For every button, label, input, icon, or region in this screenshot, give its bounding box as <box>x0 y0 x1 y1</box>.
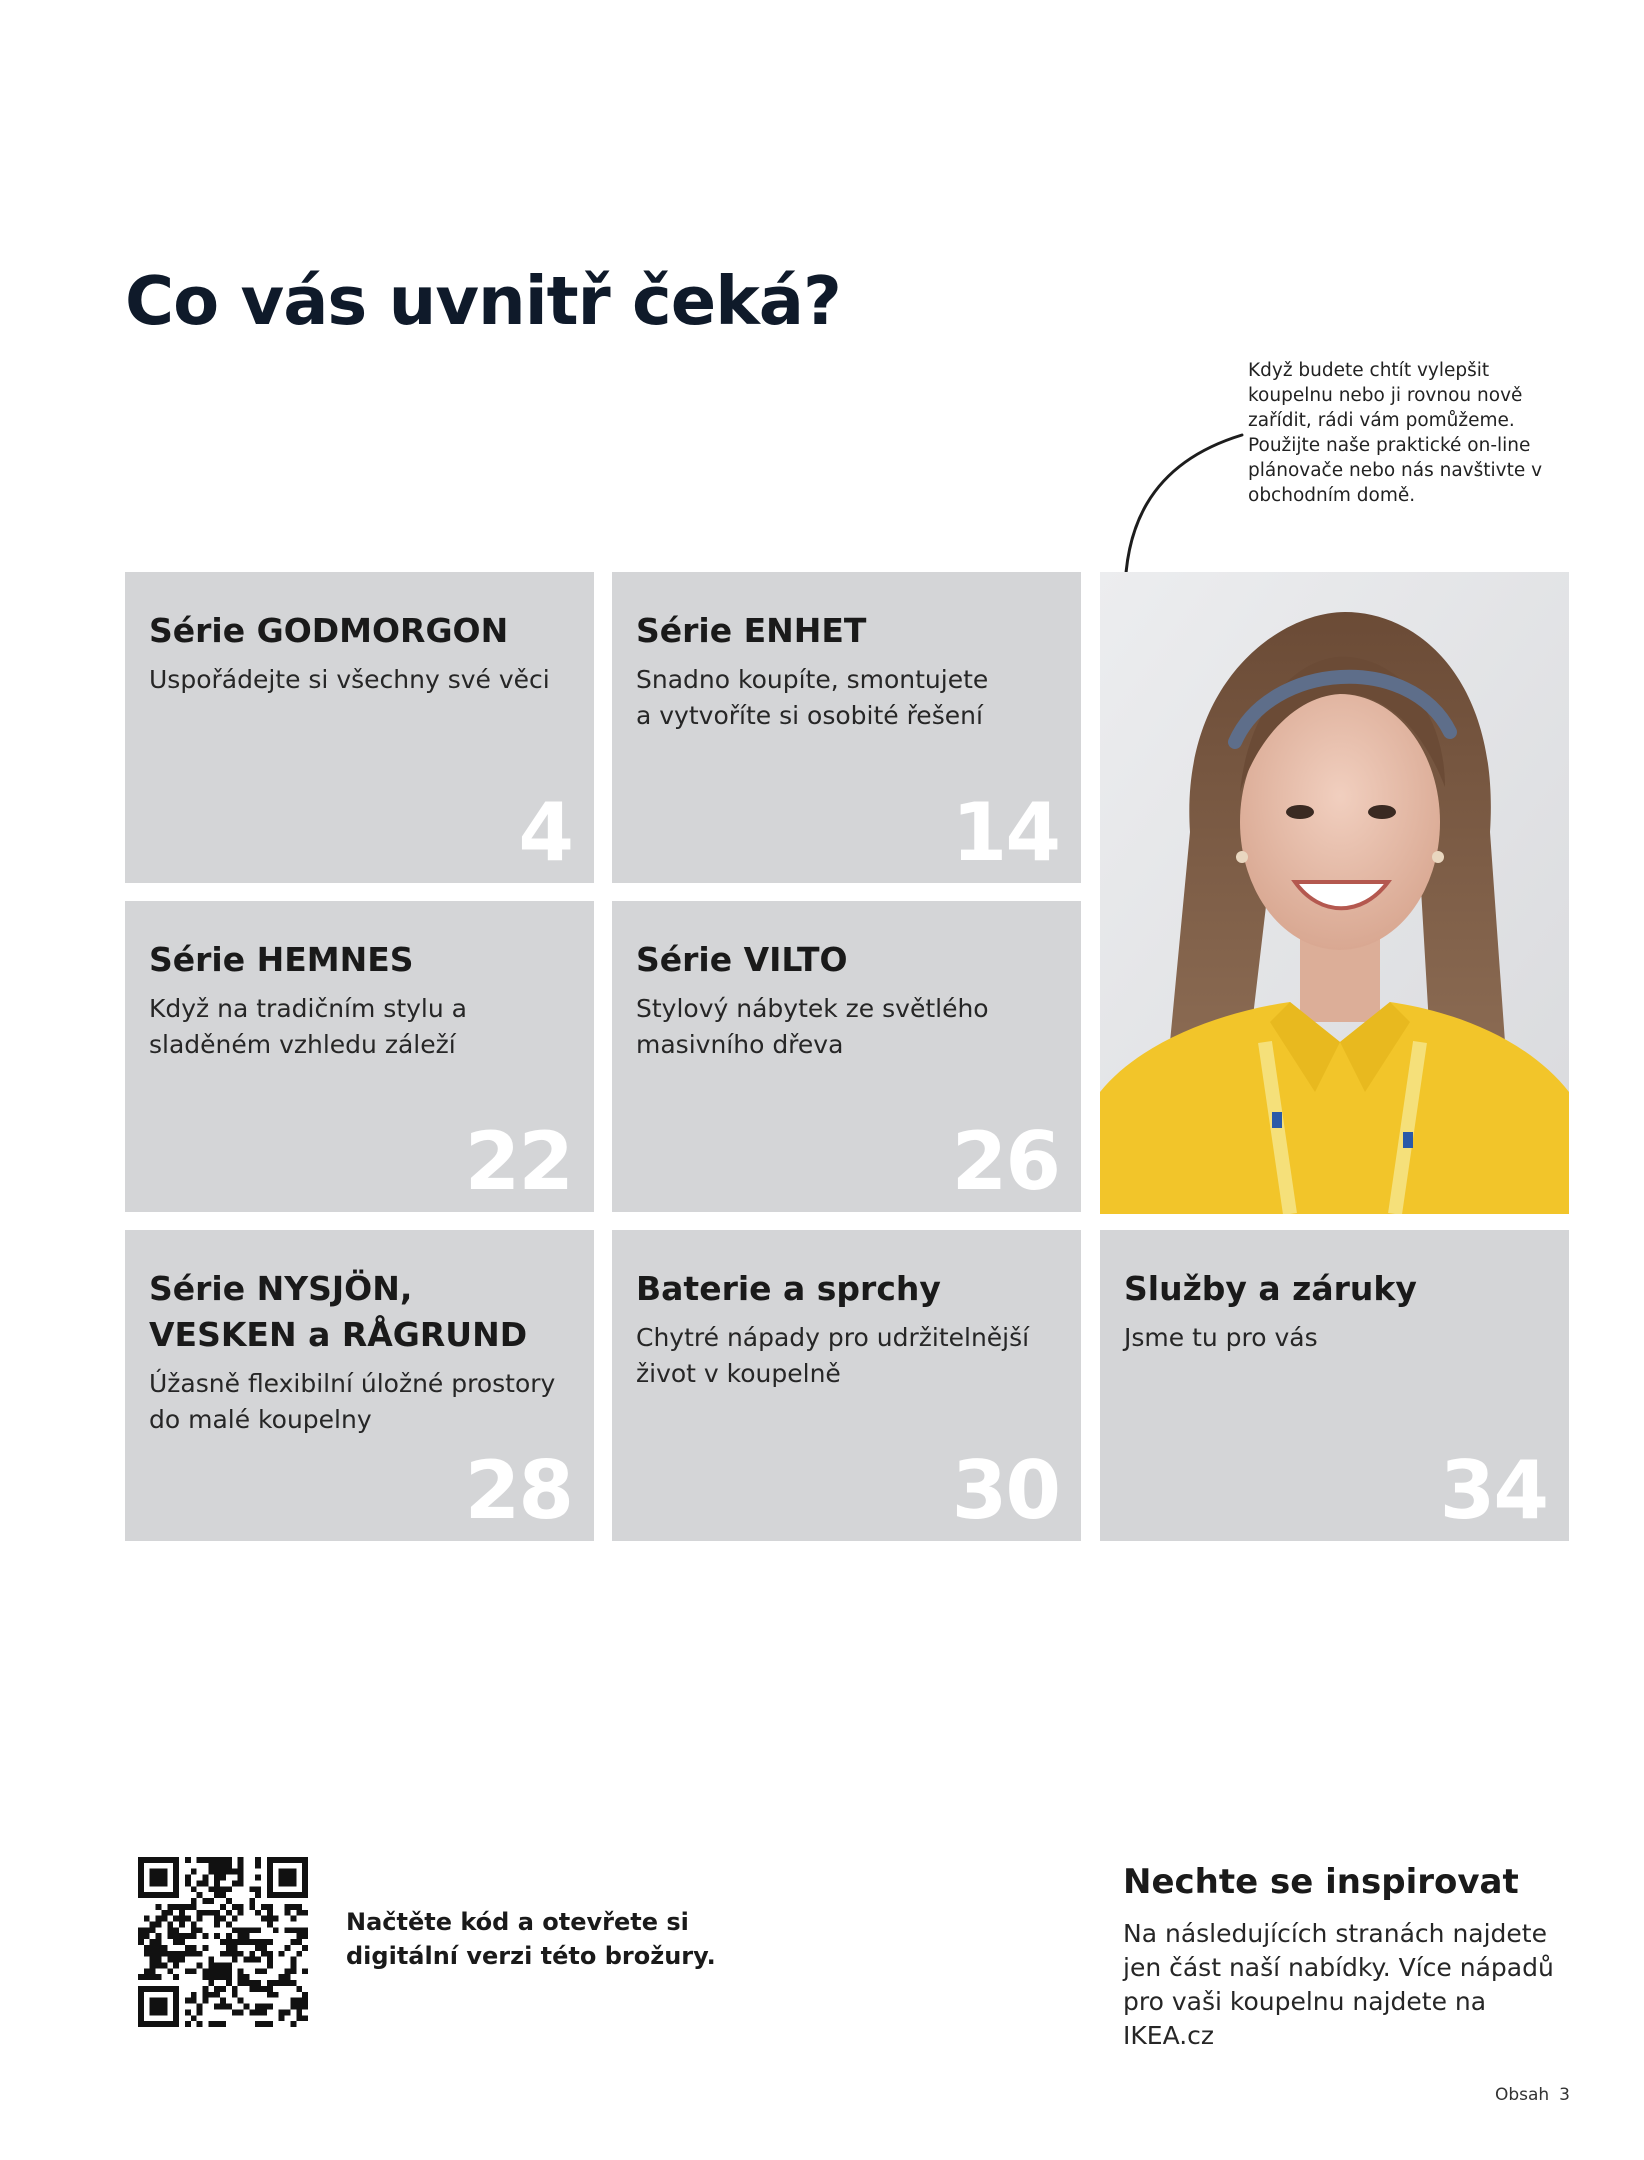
tile-baterie-sprchy[interactable] <box>612 1230 1081 1541</box>
page-title: Co vás uvnitř čeká? <box>125 262 841 340</box>
tile-title: Série VILTO <box>636 940 848 979</box>
page-number: 3 <box>1559 2085 1570 2105</box>
help-note: Když budete chtít vylepšit koupelnu nebo ji rovnou nově zařídit, rádi vám pomůžeme. Použijte naše praktické on-line plánovače nebo nás navštivte v obchodním domě. <box>1248 360 1543 506</box>
tile-description: Uspořádejte si všechny své věci <box>149 665 550 694</box>
tile-page-number: 22 <box>464 1115 572 1208</box>
tile-description: Když na tradičním stylu a sladěném vzhledu záleží <box>149 994 467 1059</box>
tile-description: Chytré nápady pro udržitelnější život v koupelně <box>636 1323 1030 1388</box>
tile-page-number: 4 <box>518 786 572 879</box>
tile-description: Stylový nábytek ze světlého masivního dřeva <box>636 994 989 1059</box>
tile-title: Série NYSJÖN, VESKEN a RÅGRUND <box>149 1269 528 1354</box>
tile-sluzby-zaruky[interactable] <box>1100 1230 1569 1541</box>
tile-enhet[interactable] <box>612 572 1081 883</box>
tile-title: Služby a záruky <box>1124 1269 1417 1308</box>
tile-hemnes[interactable] <box>125 901 594 1212</box>
tile-vilto[interactable] <box>612 901 1081 1212</box>
staff-photo <box>1100 572 1569 1214</box>
tile-title: Série HEMNES <box>149 940 414 979</box>
tile-page-number: 30 <box>951 1444 1059 1537</box>
tile-page-number: 14 <box>951 786 1059 879</box>
tile-title: Baterie a sprchy <box>636 1269 941 1308</box>
qr-caption: Načtěte kód a otevřete si digitální verzi této brožury. <box>346 1908 716 1970</box>
tile-page-number: 28 <box>464 1444 572 1537</box>
page-footer <box>1495 2085 1570 2105</box>
tile-page-number: 26 <box>951 1115 1059 1208</box>
tile-description: Úžasně flexibilní úložné prostory do malé koupelny <box>149 1369 556 1434</box>
qr-code[interactable] <box>138 1857 308 2027</box>
tile-title: Série ENHET <box>636 611 867 650</box>
footer-section: Obsah <box>1494 2085 1550 2105</box>
tile-nysjon-vesken-ragrund[interactable] <box>125 1230 594 1541</box>
tile-page-number: 34 <box>1439 1444 1547 1537</box>
tile-godmorgon[interactable] <box>125 572 594 883</box>
tile-description: Snadno koupíte, smontujete a vytvoříte si osobité řešení <box>636 665 989 730</box>
inspire-heading: Nechte se inspirovat <box>1123 1862 1519 1902</box>
inspire-text: Na následujících stranách najdete jen část naší nabídky. Více nápadů pro vaši koupelnu najdete na IKEA.cz <box>1123 1919 1554 2050</box>
tile-description: Jsme tu pro vás <box>1124 1323 1318 1352</box>
tile-title: Série GODMORGON <box>149 611 509 650</box>
